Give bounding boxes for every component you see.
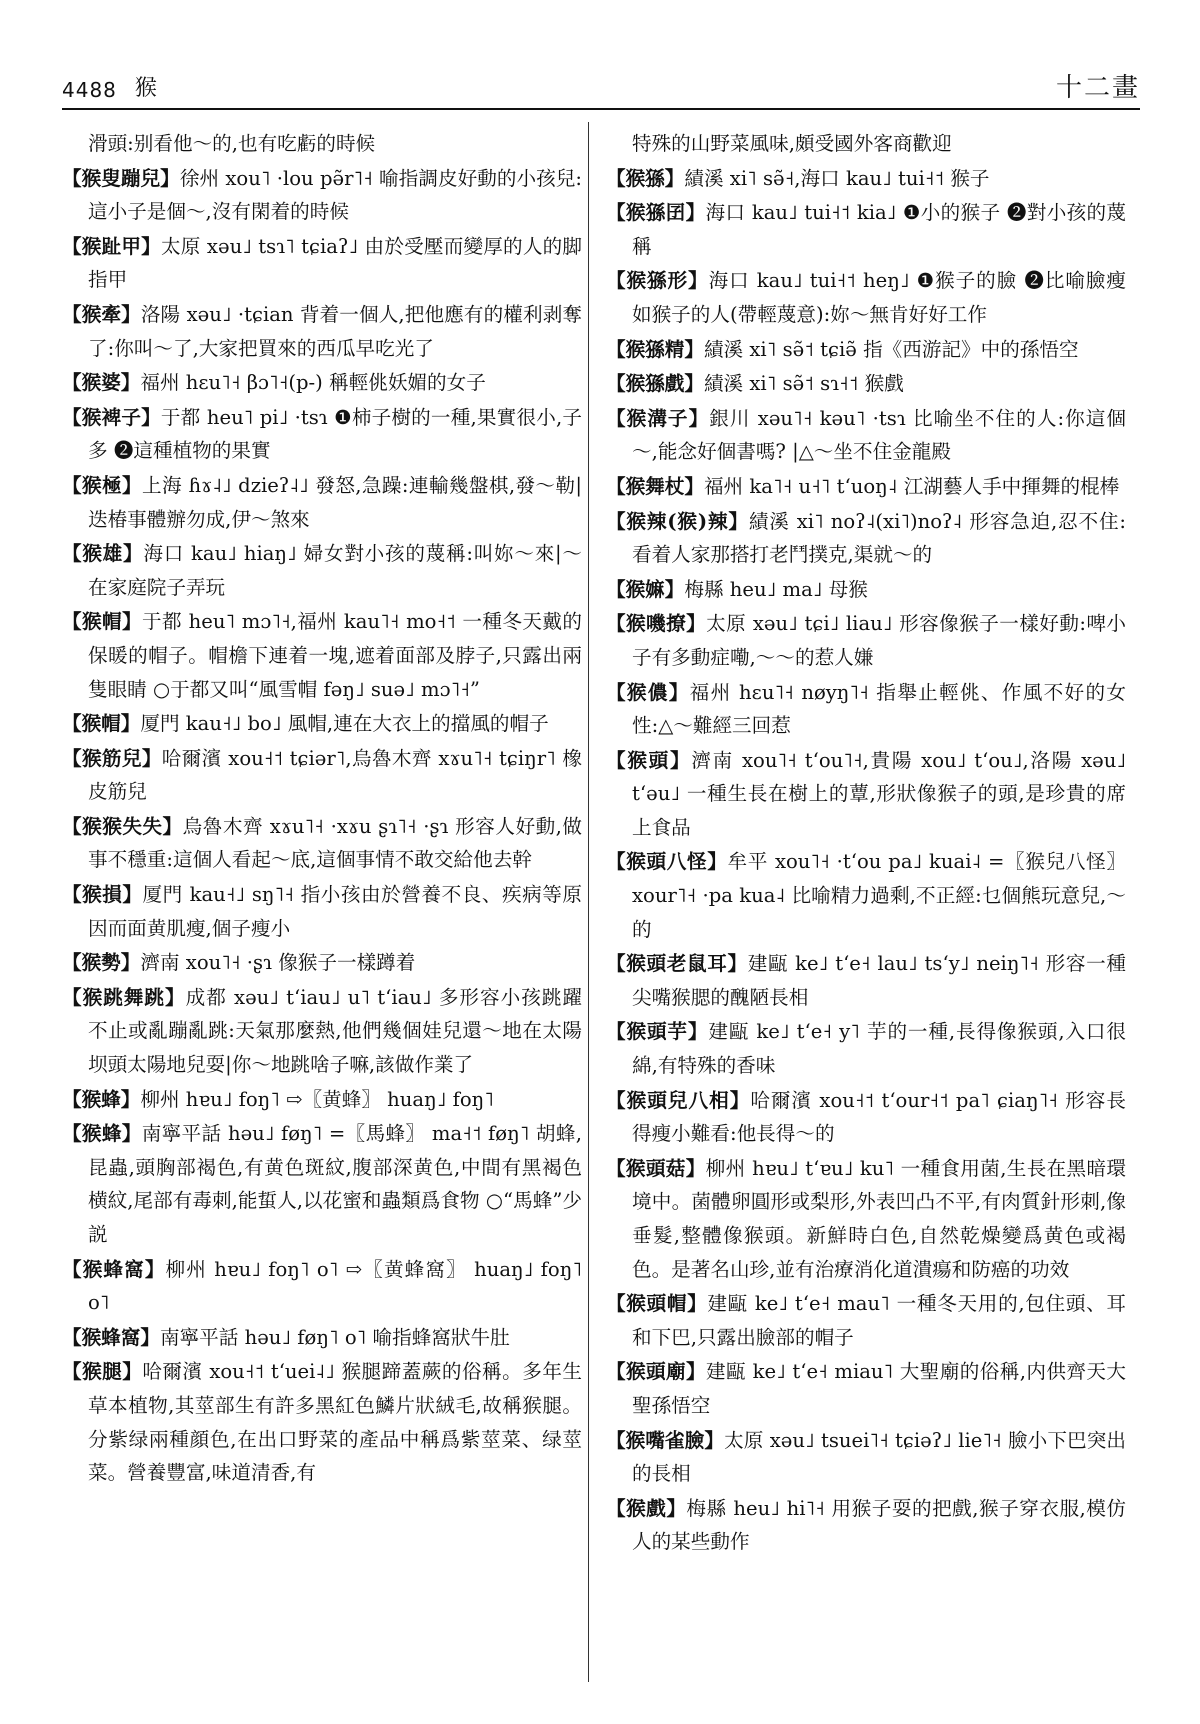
entry-headword: 【猴頭菇】 [606, 1156, 706, 1180]
entry-headword: 【猴牽】 [62, 302, 141, 326]
entry-headword: 【猴腿】 [62, 1360, 143, 1384]
entry-headword: 【猴猻戲】 [606, 372, 704, 396]
entry-text: 海口 kau˩ tui˧˦ heŋ˩ ❶猴子的臉 ❷比喻臉瘦如猴子的人(帶輕蔑意):妳～無肯好好工作 [632, 269, 1126, 326]
entry-headword: 【猴頭芋】 [606, 1020, 709, 1044]
entry-headword: 【猴嘴雀臉】 [606, 1428, 725, 1452]
dictionary-entry [606, 676, 1126, 743]
entry-headword: 【猴帽】 [62, 610, 143, 634]
entry-headword: 【猴蜂】 [62, 1122, 142, 1146]
dictionary-entry [62, 605, 582, 706]
dictionary-entry [606, 470, 1126, 504]
entry-headword: 【猴叟蹦兒】 [62, 166, 180, 190]
dictionary-entry [606, 1355, 1126, 1422]
entry-headword: 【猴猻精】 [606, 337, 704, 361]
dictionary-entry [606, 264, 1126, 331]
entry-headword: 【猴頭帽】 [606, 1292, 708, 1316]
dictionary-entry [606, 162, 1126, 196]
entry-text: 上海 ɦɤ˨˩ dzieʔ˨˩ 發怒,急躁:連輸幾盤棋,發～勒|迭椿事體辦勿成,伊～煞來 [88, 473, 583, 531]
entry-text: 南寧平話 həu˩ føŋ˥ =〖馬蜂〗 ma˧˦ føŋ˥ 胡蜂,昆蟲,頭胸部褐色,有黄色斑紋,腹部深黄色,中間有黑褐色横紋,尾部有毒刺,能蜇人,以花蜜和蟲類爲食物 ○“馬蜂”少説 [88, 1122, 583, 1246]
entry-headword: 【猴溝子】 [606, 406, 710, 430]
entry-text: 于都 heu˥ pi˩ ·tsɿ ❶柿子樹的一種,果實很小,子多 ❷這種植物的果實 [88, 405, 583, 463]
dictionary-entry [62, 537, 582, 604]
dictionary-entry [62, 366, 582, 400]
entry-headword: 【猴嘰撩】 [606, 612, 707, 636]
entry-text: 建甌 ke˩ tʻe˧ miau˥ 大聖廟的俗稱,内供齊天大聖孫悟空 [632, 1360, 1126, 1417]
dictionary-entry [62, 810, 582, 877]
entry-text: 烏魯木齊 xɤu˥˧ ·xɤu ʂɿ˥˧ ·ʂɿ 形容人好動,做事不穩重:這個人看起～底,這個事情不敢交給他去幹 [88, 814, 583, 872]
entry-headword: 【猴猴失失】 [62, 814, 183, 838]
header-head-character: 猴 [134, 76, 157, 101]
entry-text: 洛陽 xəu˩ ·tɕian 背着一個人,把他應有的權利剥奪了:你叫～了,大家把買來的西瓜早吃光了 [88, 302, 583, 360]
entry-text: 柳州 hɐu˩ foŋ˥ o˥ ⇨〖黄蜂窩〗 huaŋ˩ foŋ˥ o˥ [88, 1257, 582, 1315]
dictionary-entry [606, 367, 1126, 401]
entry-headword: 【猴蜂窩】 [62, 1325, 160, 1349]
entry-text: 濟南 xou˥˧ ·ʂɿ 像猴子一樣蹲着 [140, 951, 416, 975]
entry-text: 太原 xəu˩ tsɿ˥ tɕiaʔ˩ 由於受壓而變厚的人的脚指甲 [88, 234, 583, 292]
entry-text: 南寧平話 həu˩ føŋ˥ o˥ 喻指蜂窩狀牛肚 [159, 1325, 510, 1349]
entry-headword: 【猴勢】 [62, 951, 141, 975]
page-header [62, 60, 1140, 110]
dictionary-entry [606, 127, 1126, 161]
dictionary-entry [606, 744, 1126, 845]
entry-text: 徐州 xou˥ ·lou pə̃r˥˧ 喻指調皮好動的小孩兒:這小子是個～,沒有閑着的時候 [88, 166, 583, 224]
entry-headword: 【猴頭八怪】 [606, 850, 728, 874]
dictionary-entry [62, 1117, 582, 1251]
entry-headword: 【猴頭兒八相】 [606, 1088, 751, 1112]
entry-headword: 【猴猻】 [606, 166, 685, 190]
dictionary-entry [62, 1355, 582, 1489]
dictionary-entry [62, 742, 582, 809]
entry-headword: 【猴趾甲】 [62, 234, 161, 258]
dictionary-entry [606, 1152, 1126, 1286]
entry-text: 海口 kau˩ tui˧˦ kia˩ ❶小的猴子 ❷對小孩的蔑稱 [632, 201, 1126, 258]
entry-text: 柳州 hɐu˩ tʻɐu˩ ku˥ 一種食用菌,生長在黑暗環境中。菌體卵圓形或梨形,外表凹凸不平,有肉質針形刺,像垂髮,整體像猴頭。新鮮時白色,自然乾燥變爲黄色或褐色。是著名山珍,並有治療消化道潰瘍和防癌的功效 [632, 1156, 1127, 1281]
entry-headword: 【猴嫲】 [606, 577, 685, 601]
entry-headword: 【猴雄】 [62, 542, 144, 566]
entry-text: 哈爾濱 xou˧˦ tɕiər˥,烏魯木齊 xɤu˥˧ tɕiŋr˥ 橡皮筋兒 [88, 746, 582, 804]
entry-text: 特殊的山野菜風味,頗受國外客商歡迎 [632, 132, 952, 155]
entry-headword: 【猴筋兒】 [62, 746, 162, 770]
entry-headword: 【猴猻形】 [606, 269, 709, 293]
entry-headword: 【猴蜂】 [62, 1087, 141, 1111]
dictionary-entry [62, 127, 582, 161]
dictionary-entry [606, 333, 1126, 367]
entry-text: 滑頭:别看他～的,也有吃虧的時候 [88, 132, 376, 155]
left-column [62, 127, 582, 1491]
entry-headword: 【猴帽】 [62, 712, 141, 736]
dictionary-entry [606, 1084, 1126, 1151]
entry-text: 建甌 ke˩ tʻe˧ mau˥ 一種冬天用的,包住頭、耳和下巴,只露出臉部的帽子 [632, 1292, 1126, 1349]
dictionary-entry [62, 1321, 582, 1355]
dictionary-entry [606, 1492, 1126, 1559]
dictionary-entry [606, 845, 1126, 946]
dictionary-entry [606, 573, 1126, 607]
entry-headword: 【猴猻囝】 [606, 201, 706, 225]
entry-text: 哈爾濱 xou˧˦ tʻour˧˦ pa˥ ɕiaŋ˥˧ 形容長得瘦小難看:他長得～的 [632, 1088, 1126, 1146]
entry-text: 厦門 kau˧˩ bo˩ 風帽,連在大衣上的擋風的帽子 [140, 712, 549, 736]
dictionary-entry [62, 1253, 582, 1320]
entry-text: 海口 kau˩ hiaŋ˩ 婦女對小孩的蔑稱:叫妳～來|～在家庭院子弄玩 [88, 542, 582, 599]
dictionary-entry [606, 505, 1126, 572]
dictionary-entry [62, 298, 582, 365]
entry-headword: 【猴戲】 [606, 1496, 687, 1520]
dictionary-entry [62, 230, 582, 297]
dictionary-entry [62, 946, 582, 980]
dictionary-entry [62, 981, 582, 1082]
entry-text: 績溪 xi˥ noʔ˨(xi˥)noʔ˨ 形容急迫,忍不住:看着人家那搭打老鬥撲克,渠就～的 [632, 509, 1126, 567]
entry-text: 梅縣 heu˩ ma˩ 母猴 [684, 577, 868, 601]
entry-text: 建甌 ke˩ tʻe˧ y˥ 芋的一種,長得像猴頭,入口很綿,有特殊的香味 [632, 1020, 1127, 1078]
entry-headword: 【猴舞杖】 [606, 474, 704, 498]
dictionary-entry [62, 707, 582, 741]
entry-text: 績溪 xi˥ sə̃˧,海口 kau˩ tui˧˦ 猴子 [684, 166, 990, 190]
dictionary-entry [62, 1083, 582, 1117]
dictionary-entry [62, 469, 582, 536]
entry-text: 于都 heu˥ mɔ˥˧,福州 kau˥˧ mo˧˦ 一種冬天戴的保暖的帽子。帽檐下連着一塊,遮着面部及脖子,只露出兩隻眼睛 ○于都又叫“風雪帽 fəŋ˩ suə˩ mɔ˥˧” [88, 610, 583, 701]
dictionary-entry [606, 196, 1126, 263]
entry-text: 太原 xəu˩ tsuei˥˧ tɕiəʔ˩ lie˥˧ 臉小下巴突出的長相 [632, 1428, 1126, 1486]
dictionary-entry [606, 607, 1126, 674]
header-left [62, 71, 157, 108]
entry-headword: 【猴損】 [62, 883, 143, 907]
entry-text: 銀川 xəu˥˧ kəu˥ ·tsɿ 比喻坐不住的人:你這個～,能念好個書嗎? |△～坐不住金龍殿 [632, 406, 1126, 464]
dictionary-entry [606, 1424, 1126, 1491]
entry-text: 太原 xəu˩ tɕi˩ liau˩ 形容像猴子一樣好動:啤小子有多動症嘞,～～的惹人嫌 [632, 612, 1127, 669]
entry-headword: 【猴蜂窩】 [62, 1257, 166, 1281]
entry-text: 厦門 kau˧˩ sŋ˥˧ 指小孩由於營養不良、疾病等原因而面黄肌瘦,個子瘦小 [88, 883, 582, 940]
entry-text: 濟南 xou˥˧ tʻou˥˧,貴陽 xou˩ tʻou˩,洛陽 xəu˩ tʻəu˩ 一種生長在樹上的蕈,形狀像猴子的頭,是珍貴的席上食品 [632, 748, 1126, 839]
entry-text: 績溪 xi˥ sə̃˦ tɕiə̃ 指《西游記》中的孫悟空 [703, 337, 1079, 361]
entry-headword: 【猴裨子】 [62, 405, 161, 429]
page-number: 4488 [62, 78, 117, 102]
dictionary-entry [62, 878, 582, 945]
entry-text: 福州 hɛu˥˧ nøyŋ˥˧ 指舉止輕佻、作風不好的女性:△～難經三回惹 [632, 680, 1126, 738]
entry-headword: 【猴極】 [62, 473, 142, 497]
entry-headword: 【猴頭老鼠耳】 [606, 952, 748, 976]
entry-text: 柳州 hɐu˩ foŋ˥ ⇨〖黄蜂〗 huaŋ˩ foŋ˥ [140, 1087, 494, 1111]
entry-text: 福州 hɛu˥˧ βɔ˥˧(p-) 稱輕佻妖媚的女子 [140, 371, 486, 395]
entry-text: 績溪 xi˥ sə̃˦ sɿ˧˦ 猴戲 [703, 372, 904, 396]
entry-headword: 【猴頭廟】 [606, 1360, 706, 1384]
dictionary-entry [606, 947, 1126, 1014]
dictionary-entry [62, 401, 582, 468]
entry-text: 梅縣 heu˩ hi˥˧ 用猴子耍的把戲,猴子穿衣服,模仿人的某些動作 [632, 1496, 1126, 1554]
entry-text: 牟平 xou˥˧ ·tʻou pa˩ kuai˨ =〖猴兒八怪〗 xour˥˧ ·pa kua˨ 比喻精力過剩,不正經:乜個熊玩意兒,～的 [632, 850, 1127, 941]
column-divider [588, 122, 589, 1682]
entry-text: 成都 xəu˩ tʻiau˩ u˥ tʻiau˩ 多形容小孩跳躍不止或亂蹦亂跳:天氣那麼熱,他們幾個娃兒還～地在太陽坝頭太陽地兒耍|你～地跳啥子嘛,該做作業了 [88, 985, 582, 1077]
entry-headword: 【猴儂】 [606, 680, 690, 704]
entry-headword: 【猴婆】 [62, 371, 141, 395]
entry-text: 建甌 ke˩ tʻe˧ lau˩ tsʻy˩ neiŋ˥˧ 形容一種尖嘴猴腮的醜陋長相 [632, 952, 1126, 1009]
dictionary-entry [606, 1015, 1126, 1082]
dictionary-entry [606, 1287, 1126, 1354]
section-label: 十二畫 [1055, 73, 1140, 103]
entry-headword: 【猴跳舞跳】 [62, 985, 186, 1009]
dictionary-entry [606, 402, 1126, 469]
entry-text: 哈爾濱 xou˧˦ tʻuei˨˩ 猴腿蹄蓋蕨的俗稱。多年生草本植物,其莖部生有許多黑紅色鱗片狀絨毛,故稱猴腿。分紫绿兩種顔色,在出口野菜的產品中稱爲紫莖菜、绿莖菜。營養豐富,味道清香,有 [88, 1360, 582, 1485]
dictionary-entry [62, 162, 582, 229]
right-column [606, 127, 1126, 1560]
entry-headword: 【猴頭】 [606, 748, 692, 772]
entry-headword: 【猴辣(猴)辣】 [606, 509, 749, 533]
entry-text: 福州 ka˥˧ u˧˥ tʻuoŋ˨ 江湖藝人手中揮舞的棍棒 [703, 474, 1120, 498]
